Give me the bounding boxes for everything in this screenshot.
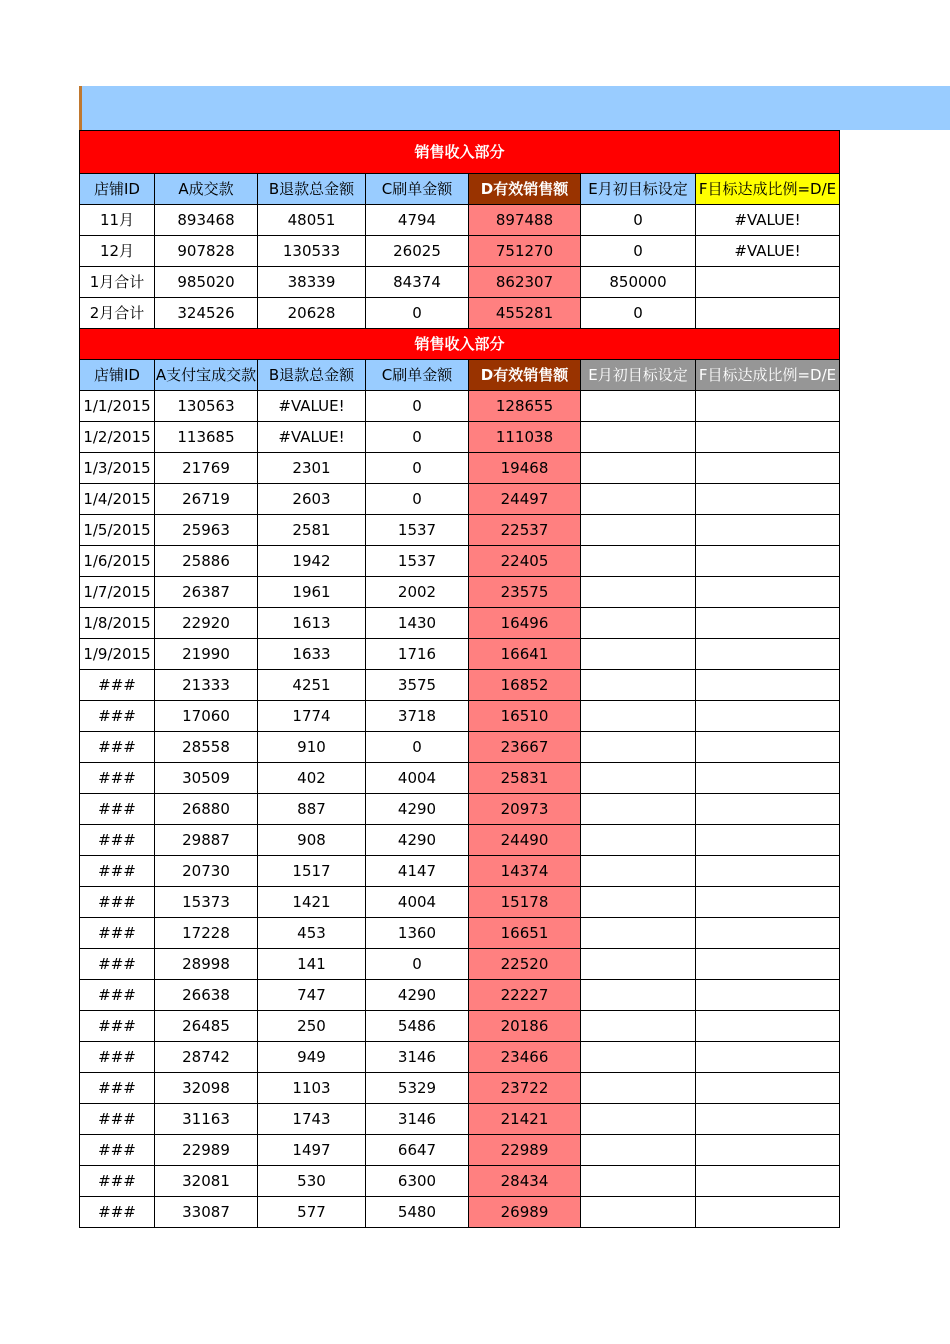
cell-date[interactable]: ### [80,1135,155,1166]
daily-row [80,949,840,980]
cell-e[interactable] [581,1197,696,1228]
cell-date[interactable]: ### [80,1166,155,1197]
cell-date[interactable]: ### [80,980,155,1011]
cell-d[interactable]: 20186 [469,1011,581,1042]
cell-c[interactable]: 0 [366,298,469,329]
summary-header-row [80,174,840,205]
cell-a[interactable]: 30509 [155,763,258,794]
cell-b[interactable]: 1633 [258,639,366,670]
cell-b[interactable]: #VALUE! [258,391,366,422]
cell-b[interactable]: 530 [258,1166,366,1197]
cell-e[interactable] [581,856,696,887]
cell-c[interactable]: 4794 [366,205,469,236]
cell-c[interactable]: 0 [366,484,469,515]
daily-row [80,422,840,453]
daily-row [80,1104,840,1135]
summary-row [80,267,840,298]
header-store-id[interactable]: 店铺ID [80,360,155,391]
daily-row [80,484,840,515]
cell-e[interactable] [581,422,696,453]
cell-c[interactable]: 0 [366,453,469,484]
cell-date[interactable]: ### [80,763,155,794]
cell-f[interactable] [696,515,840,546]
cell-d[interactable]: 21421 [469,1104,581,1135]
header-e[interactable]: E月初目标设定 [581,360,696,391]
cell-c[interactable]: 1360 [366,918,469,949]
cell-b[interactable]: 1497 [258,1135,366,1166]
cell-e[interactable] [581,1166,696,1197]
cell-c[interactable]: 84374 [366,267,469,298]
cell-b[interactable]: 1942 [258,546,366,577]
cell-a[interactable]: 20730 [155,856,258,887]
header-c[interactable]: C刷单金额 [366,174,469,205]
cell-c[interactable]: 5480 [366,1197,469,1228]
cell-d[interactable]: 19468 [469,453,581,484]
cell-e[interactable] [581,453,696,484]
cell-d[interactable]: 23667 [469,732,581,763]
summary-title-row [80,131,840,174]
cell-a[interactable]: 893468 [155,205,258,236]
cell-c[interactable]: 4004 [366,763,469,794]
cell-c[interactable]: 3718 [366,701,469,732]
cell-d[interactable]: 20973 [469,794,581,825]
cell-c[interactable]: 1537 [366,515,469,546]
cell-e[interactable]: 0 [581,236,696,267]
cell-f[interactable] [696,918,840,949]
cell-d[interactable]: 14374 [469,856,581,887]
cell-a[interactable]: 21990 [155,639,258,670]
cell-a[interactable]: 25886 [155,546,258,577]
cell-b[interactable]: 20628 [258,298,366,329]
cell-date[interactable]: ### [80,794,155,825]
daily-row [80,763,840,794]
cell-b[interactable]: 141 [258,949,366,980]
cell-date[interactable]: ### [80,949,155,980]
cell-b[interactable]: 1103 [258,1073,366,1104]
cell-f[interactable] [696,887,840,918]
cell-a[interactable]: 26880 [155,794,258,825]
summary-row [80,205,840,236]
cell-f[interactable] [696,639,840,670]
cell-date[interactable]: 1/8/2015 [80,608,155,639]
daily-row [80,918,840,949]
cell-c[interactable]: 26025 [366,236,469,267]
cell-b[interactable]: 949 [258,1042,366,1073]
cell-a[interactable]: 324526 [155,298,258,329]
cell-a[interactable]: 21333 [155,670,258,701]
cell-e[interactable] [581,887,696,918]
cell-b[interactable]: 453 [258,918,366,949]
cell-f[interactable] [696,422,840,453]
cell-d[interactable]: 25831 [469,763,581,794]
daily-row [80,1073,840,1104]
cell-e[interactable] [581,577,696,608]
cell-c[interactable]: 3146 [366,1104,469,1135]
cell-date[interactable]: ### [80,1073,155,1104]
cell-d[interactable]: 26989 [469,1197,581,1228]
cell-date[interactable]: 1/3/2015 [80,453,155,484]
cell-e[interactable] [581,732,696,763]
cell-b[interactable]: 2603 [258,484,366,515]
cell-d[interactable]: 22405 [469,546,581,577]
cell-store-id[interactable]: 1月合计 [80,267,155,298]
cell-d[interactable]: 16651 [469,918,581,949]
cell-c[interactable]: 4147 [366,856,469,887]
cell-f[interactable] [696,980,840,1011]
daily-row [80,639,840,670]
daily-title[interactable]: 销售收入部分 [80,329,840,360]
cell-date[interactable]: 1/9/2015 [80,639,155,670]
cell-f[interactable] [696,453,840,484]
header-a[interactable]: A成交款 [155,174,258,205]
header-b[interactable]: B退款总金额 [258,360,366,391]
header-e[interactable]: E月初目标设定 [581,174,696,205]
cell-e[interactable] [581,918,696,949]
cell-a[interactable]: 22989 [155,1135,258,1166]
cell-f[interactable] [696,701,840,732]
cell-d[interactable]: 22520 [469,949,581,980]
cell-b[interactable]: 2301 [258,453,366,484]
cell-a[interactable]: 985020 [155,267,258,298]
cell-date[interactable]: ### [80,732,155,763]
daily-row [80,453,840,484]
summary-row [80,236,840,267]
cell-a[interactable]: 907828 [155,236,258,267]
cell-e[interactable] [581,670,696,701]
cell-b[interactable]: 1774 [258,701,366,732]
cell-f[interactable] [696,298,840,329]
cell-a[interactable]: 17228 [155,918,258,949]
cell-a[interactable]: 130563 [155,391,258,422]
cell-c[interactable]: 5329 [366,1073,469,1104]
cell-f[interactable] [696,267,840,298]
cell-d[interactable]: 111038 [469,422,581,453]
cell-c[interactable]: 5486 [366,1011,469,1042]
cell-b[interactable]: 2581 [258,515,366,546]
cell-b[interactable]: 1613 [258,608,366,639]
cell-f[interactable] [696,763,840,794]
cell-d[interactable]: 897488 [469,205,581,236]
cell-a[interactable]: 26719 [155,484,258,515]
cell-b[interactable]: 48051 [258,205,366,236]
cell-e[interactable] [581,825,696,856]
cell-b[interactable]: 130533 [258,236,366,267]
summary-title[interactable]: 销售收入部分 [80,131,840,174]
cell-e[interactable] [581,980,696,1011]
header-c[interactable]: C刷单金额 [366,360,469,391]
cell-f[interactable] [696,391,840,422]
cell-date[interactable]: 1/7/2015 [80,577,155,608]
cell-c[interactable]: 4290 [366,980,469,1011]
cell-f[interactable] [696,949,840,980]
cell-b[interactable]: 1743 [258,1104,366,1135]
cell-b[interactable]: 38339 [258,267,366,298]
daily-row [80,1197,840,1228]
header-f[interactable]: F目标达成比例=D/E [696,174,840,205]
cell-f[interactable]: #VALUE! [696,205,840,236]
cell-d[interactable]: 22989 [469,1135,581,1166]
cell-c[interactable]: 4004 [366,887,469,918]
cell-f[interactable] [696,732,840,763]
cell-c[interactable]: 3575 [366,670,469,701]
cell-f[interactable] [696,577,840,608]
cell-d[interactable]: 24497 [469,484,581,515]
cell-f[interactable] [696,670,840,701]
cell-date[interactable]: 1/4/2015 [80,484,155,515]
cell-date[interactable]: ### [80,1011,155,1042]
cell-e[interactable] [581,484,696,515]
cell-a[interactable]: 28558 [155,732,258,763]
cell-a[interactable]: 28998 [155,949,258,980]
daily-row [80,1011,840,1042]
cell-b[interactable]: 1961 [258,577,366,608]
header-d[interactable]: D有效销售额 [469,360,581,391]
daily-row [80,1135,840,1166]
cell-f[interactable] [696,1011,840,1042]
cell-date[interactable]: 1/1/2015 [80,391,155,422]
cell-date[interactable]: ### [80,887,155,918]
cell-c[interactable]: 1716 [366,639,469,670]
cell-d[interactable]: 23466 [469,1042,581,1073]
cell-d[interactable]: 23722 [469,1073,581,1104]
cell-c[interactable]: 1430 [366,608,469,639]
daily-row [80,980,840,1011]
cell-f[interactable] [696,1166,840,1197]
cell-date[interactable]: 1/5/2015 [80,515,155,546]
cell-a[interactable]: 22920 [155,608,258,639]
daily-row [80,825,840,856]
daily-row [80,515,840,546]
cell-e[interactable]: 850000 [581,267,696,298]
cell-e[interactable] [581,1042,696,1073]
cell-b[interactable]: 4251 [258,670,366,701]
cell-date[interactable]: ### [80,918,155,949]
header-a[interactable]: A支付宝成交款 [155,360,258,391]
cell-e[interactable] [581,701,696,732]
daily-row [80,577,840,608]
header-d[interactable]: D有效销售额 [469,174,581,205]
cell-d[interactable]: 16641 [469,639,581,670]
cell-e[interactable] [581,794,696,825]
cell-c[interactable]: 4290 [366,794,469,825]
cell-f[interactable] [696,1073,840,1104]
cell-c[interactable]: 4290 [366,825,469,856]
cell-e[interactable] [581,1104,696,1135]
daily-row [80,701,840,732]
cell-d[interactable]: 455281 [469,298,581,329]
cell-e[interactable] [581,515,696,546]
cell-e[interactable] [581,1011,696,1042]
cell-c[interactable]: 0 [366,732,469,763]
summary-row [80,298,840,329]
daily-header-row [80,360,840,391]
cell-b[interactable]: #VALUE! [258,422,366,453]
cell-e[interactable] [581,1135,696,1166]
cell-b[interactable]: 1421 [258,887,366,918]
cell-d[interactable]: 862307 [469,267,581,298]
cell-e[interactable] [581,608,696,639]
cell-e[interactable] [581,763,696,794]
cell-d[interactable]: 16852 [469,670,581,701]
cell-a[interactable]: 31163 [155,1104,258,1135]
cell-store-id[interactable]: 12月 [80,236,155,267]
cell-c[interactable]: 3146 [366,1042,469,1073]
cell-f[interactable] [696,825,840,856]
cell-e[interactable]: 0 [581,298,696,329]
cell-a[interactable]: 26638 [155,980,258,1011]
cell-b[interactable]: 402 [258,763,366,794]
cell-e[interactable] [581,546,696,577]
cell-a[interactable]: 25963 [155,515,258,546]
daily-title-row [80,329,840,360]
cell-d[interactable]: 23575 [469,577,581,608]
cell-f[interactable] [696,484,840,515]
cell-d[interactable]: 15178 [469,887,581,918]
header-f[interactable]: F目标达成比例=D/E [696,360,840,391]
cell-a[interactable]: 15373 [155,887,258,918]
cell-date[interactable]: ### [80,701,155,732]
cell-date[interactable]: ### [80,670,155,701]
header-store-id[interactable]: 店铺ID [80,174,155,205]
cell-d[interactable]: 128655 [469,391,581,422]
cell-b[interactable]: 910 [258,732,366,763]
cell-a[interactable]: 28742 [155,1042,258,1073]
daily-row [80,794,840,825]
cell-b[interactable]: 887 [258,794,366,825]
cell-f[interactable] [696,546,840,577]
cell-date[interactable]: 1/2/2015 [80,422,155,453]
cell-d[interactable]: 22537 [469,515,581,546]
cell-d[interactable]: 16496 [469,608,581,639]
cell-a[interactable]: 17060 [155,701,258,732]
daily-row [80,391,840,422]
cell-d[interactable]: 22227 [469,980,581,1011]
cell-b[interactable]: 1517 [258,856,366,887]
cell-c[interactable]: 6300 [366,1166,469,1197]
cell-a[interactable]: 32081 [155,1166,258,1197]
cell-b[interactable]: 747 [258,980,366,1011]
cell-e[interactable] [581,639,696,670]
cell-date[interactable]: ### [80,1197,155,1228]
cell-c[interactable]: 0 [366,949,469,980]
cell-a[interactable]: 33087 [155,1197,258,1228]
cell-e[interactable] [581,949,696,980]
cell-c[interactable]: 0 [366,422,469,453]
daily-row [80,546,840,577]
cell-date[interactable]: 1/6/2015 [80,546,155,577]
summary-table [79,130,840,329]
daily-row [80,608,840,639]
daily-row [80,732,840,763]
cell-e[interactable] [581,1073,696,1104]
cell-a[interactable]: 26485 [155,1011,258,1042]
cell-f[interactable] [696,608,840,639]
cell-e[interactable]: 0 [581,205,696,236]
cell-f[interactable] [696,1104,840,1135]
cell-b[interactable]: 908 [258,825,366,856]
sheet-top-band-edge [79,86,82,130]
cell-c[interactable]: 0 [366,391,469,422]
cell-d[interactable]: 751270 [469,236,581,267]
daily-row [80,1166,840,1197]
cell-date[interactable]: ### [80,856,155,887]
cell-date[interactable]: ### [80,1104,155,1135]
cell-b[interactable]: 250 [258,1011,366,1042]
cell-f[interactable] [696,1197,840,1228]
cell-c[interactable]: 2002 [366,577,469,608]
sheet-top-band [79,86,950,130]
cell-f[interactable] [696,794,840,825]
cell-e[interactable] [581,391,696,422]
cell-date[interactable]: ### [80,1042,155,1073]
cell-f[interactable] [696,1042,840,1073]
cell-f[interactable]: #VALUE! [696,236,840,267]
cell-store-id[interactable]: 11月 [80,205,155,236]
cell-f[interactable] [696,856,840,887]
cell-a[interactable]: 26387 [155,577,258,608]
cell-b[interactable]: 577 [258,1197,366,1228]
cell-d[interactable]: 24490 [469,825,581,856]
cell-d[interactable]: 16510 [469,701,581,732]
cell-a[interactable]: 21769 [155,453,258,484]
cell-c[interactable]: 6647 [366,1135,469,1166]
cell-d[interactable]: 28434 [469,1166,581,1197]
cell-store-id[interactable]: 2月合计 [80,298,155,329]
cell-c[interactable]: 1537 [366,546,469,577]
daily-row [80,887,840,918]
daily-row [80,670,840,701]
cell-date[interactable]: ### [80,825,155,856]
cell-a[interactable]: 32098 [155,1073,258,1104]
daily-row [80,1042,840,1073]
daily-row [80,856,840,887]
cell-f[interactable] [696,1135,840,1166]
cell-a[interactable]: 113685 [155,422,258,453]
cell-a[interactable]: 29887 [155,825,258,856]
header-b[interactable]: B退款总金额 [258,174,366,205]
daily-table [79,328,840,1228]
